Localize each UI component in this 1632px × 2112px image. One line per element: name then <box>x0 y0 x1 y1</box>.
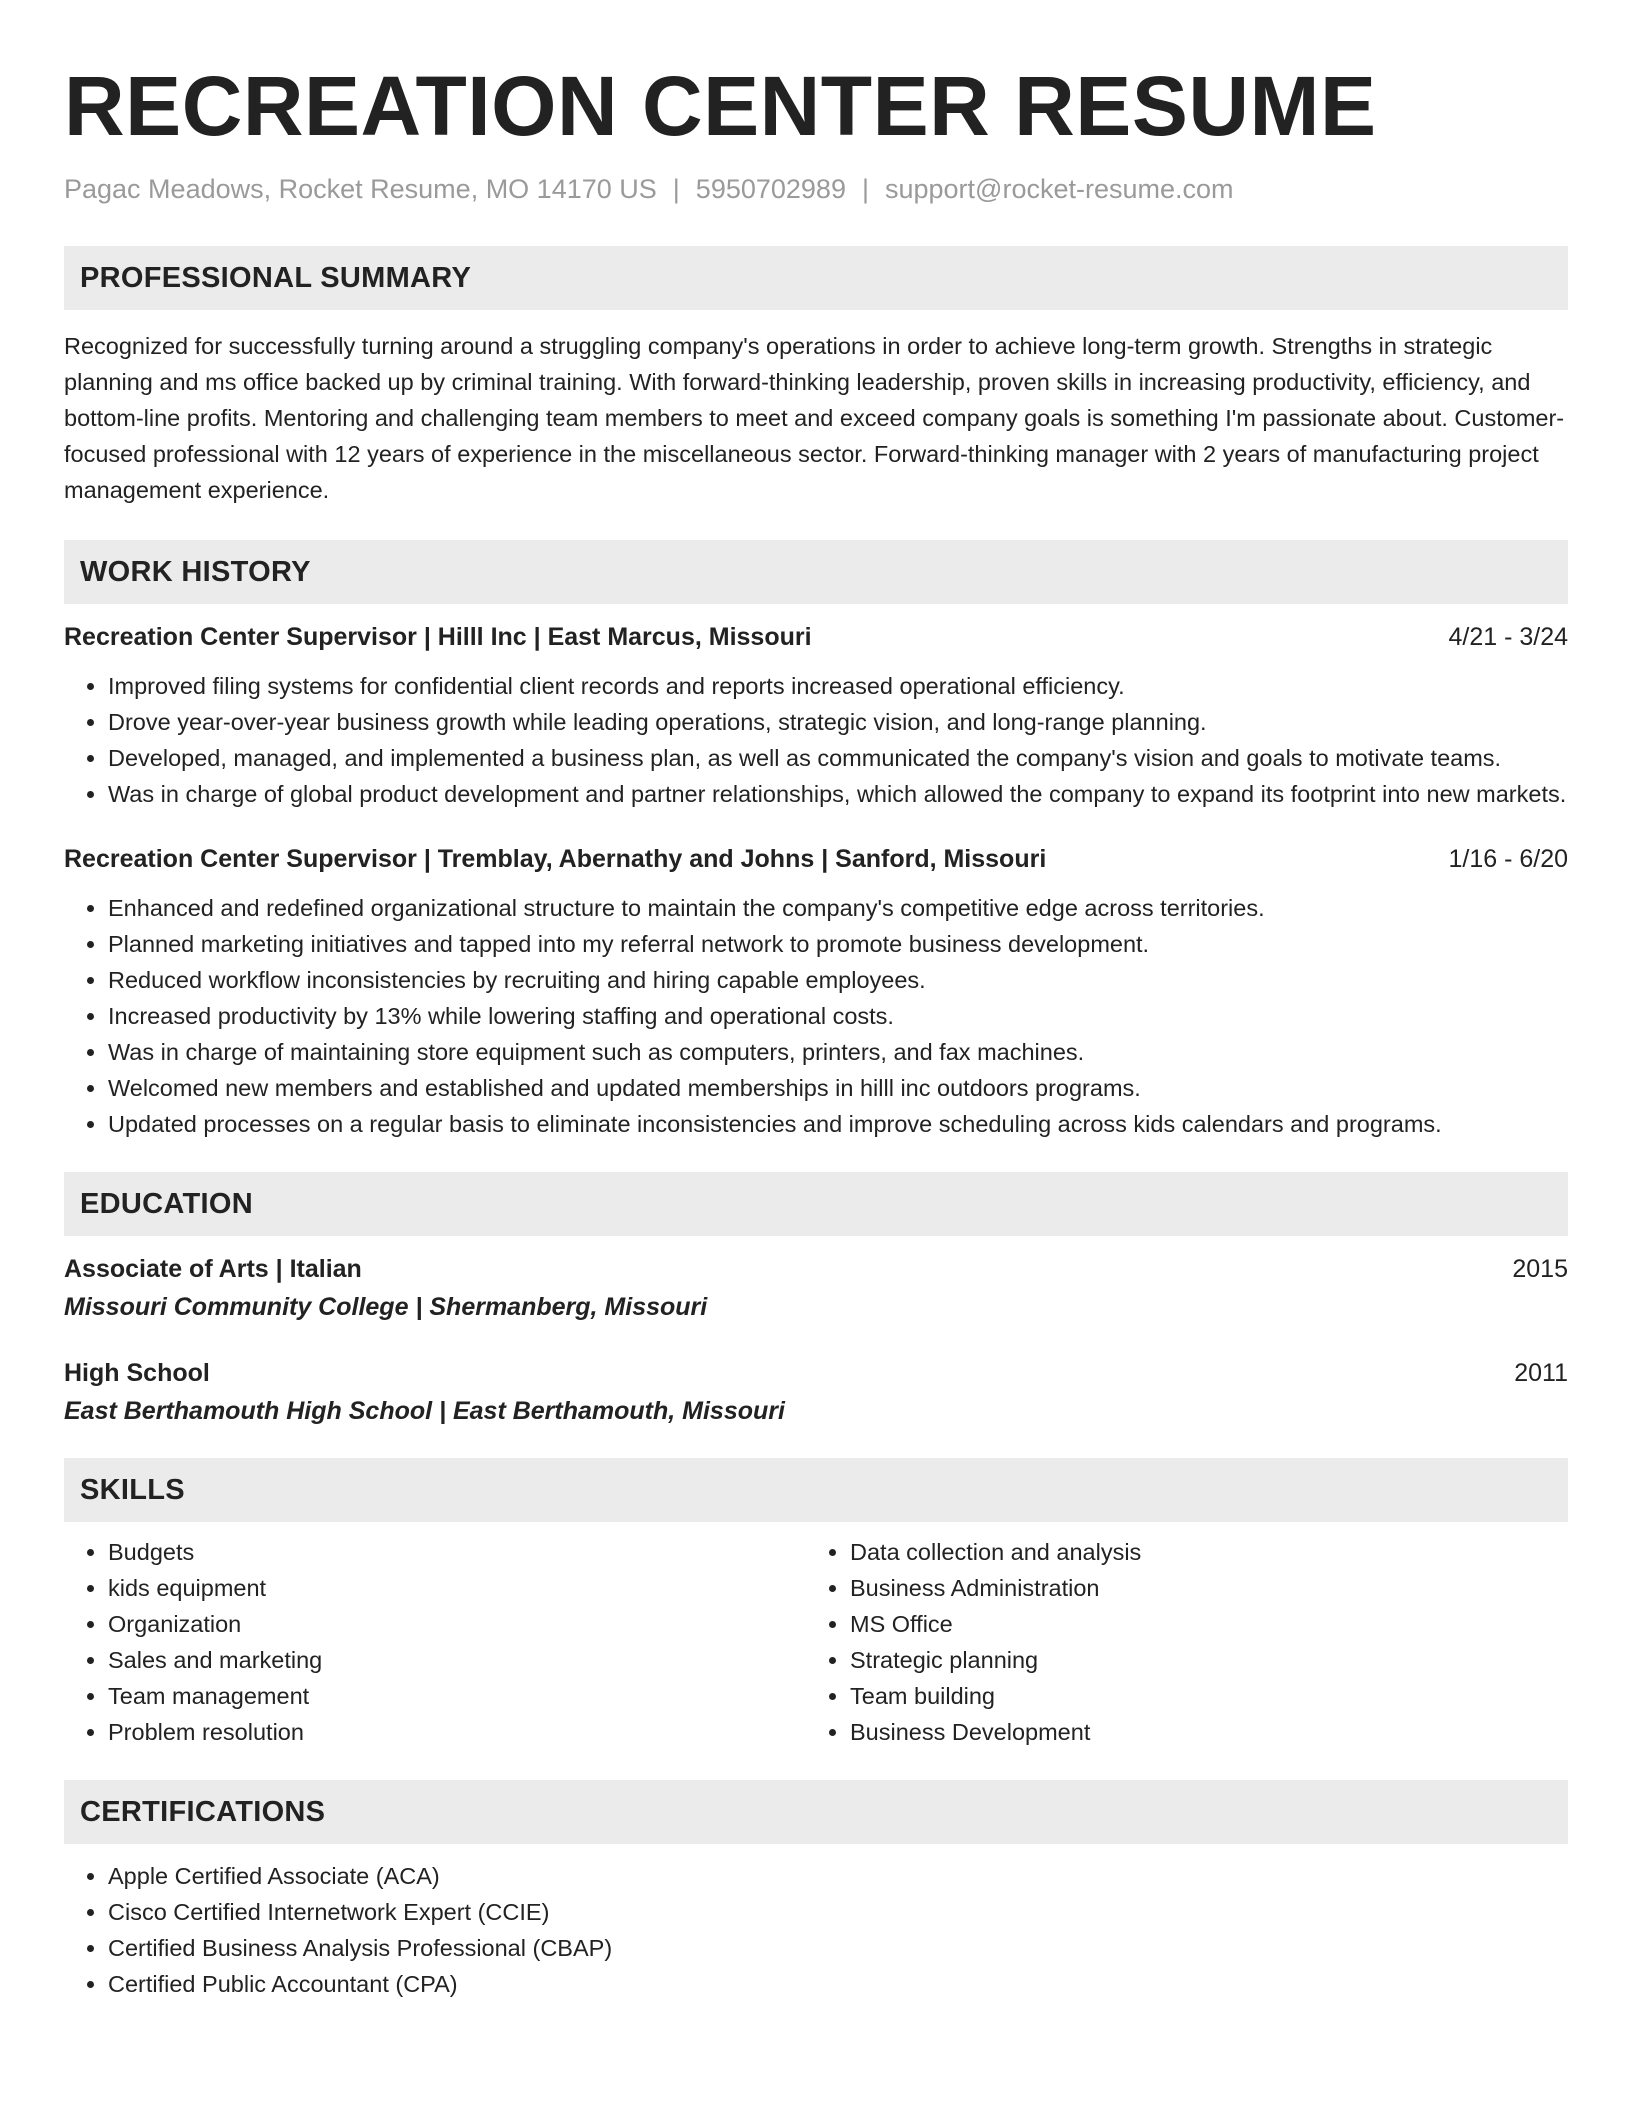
job-bullet: • Welcomed new members and established and updated memberships in hilll inc outdoors programs. <box>108 1070 1568 1106</box>
skill-item: • kids equipment <box>108 1570 806 1606</box>
job-bullet: • Developed, managed, and implemented a business plan, as well as communicated the company's vision and goals to motivate teams. <box>108 740 1568 776</box>
skill-item: • Team management <box>108 1678 806 1714</box>
job-bullet: • Planned marketing initiatives and tapped into my referral network to promote business development. <box>108 926 1568 962</box>
job-title: Recreation Center Supervisor | Hilll Inc | East Marcus, Missouri <box>64 623 812 651</box>
skills-section-header <box>64 1458 1568 1522</box>
skill-item: • Budgets <box>108 1534 806 1570</box>
contact-separator: | <box>672 174 680 204</box>
contact-phone: 5950702989 <box>695 174 846 204</box>
job-bullet: • Drove year-over-year business growth while leading operations, strategic vision, and long-range planning. <box>108 704 1568 740</box>
certification-item: • Certified Public Accountant (CPA) <box>108 1966 1568 2002</box>
skill-item: • Strategic planning <box>850 1642 1548 1678</box>
skill-item: • Data collection and analysis <box>850 1534 1548 1570</box>
skill-item: • Problem resolution <box>108 1714 806 1750</box>
education-header <box>64 1356 1568 1390</box>
contact-separator: | <box>861 174 869 204</box>
certifications-list <box>64 1858 1568 2002</box>
job-entry <box>64 842 1568 1142</box>
skills-heading: SKILLS <box>80 1473 185 1506</box>
job-bullet: • Updated processes on a regular basis to eliminate inconsistencies and improve scheduling across kids calendars and programs. <box>108 1106 1568 1142</box>
education-school: East Berthamouth High School | East Berthamouth, Missouri <box>64 1397 785 1425</box>
education-entry <box>64 1356 1568 1428</box>
job-bullet: • Was in charge of maintaining store equipment such as computers, printers, and fax machines. <box>108 1034 1568 1070</box>
summary-section-header <box>64 246 1568 310</box>
job-bullet: • Was in charge of global product development and partner relationships, which allowed the company to expand its footprint into new markets. <box>108 776 1568 812</box>
education-header <box>64 1252 1568 1286</box>
skill-item: • Sales and marketing <box>108 1642 806 1678</box>
education-year: 2011 <box>1514 1359 1568 1387</box>
skills-list <box>64 1534 806 1750</box>
contact-address: Pagac Meadows, Rocket Resume, MO 14170 US <box>64 174 657 204</box>
skills-grid <box>64 1522 1568 1750</box>
summary-heading: PROFESSIONAL SUMMARY <box>80 261 472 294</box>
skills-column-right <box>806 1522 1548 1750</box>
certification-item: • Apple Certified Associate (ACA) <box>108 1858 1568 1894</box>
job-bullet: • Reduced workflow inconsistencies by recruiting and hiring capable employees. <box>108 962 1568 998</box>
certifications-heading: CERTIFICATIONS <box>80 1795 326 1828</box>
contact-line <box>64 172 1568 206</box>
job-dates: 4/21 - 3/24 <box>1448 623 1568 651</box>
job-title: Recreation Center Supervisor | Tremblay, Abernathy and Johns | Sanford, Missouri <box>64 845 1047 873</box>
job-header <box>64 620 1568 654</box>
certification-item: • Cisco Certified Internetwork Expert (CCIE) <box>108 1894 1568 1930</box>
job-bullet: • Improved filing systems for confidential client records and reports increased operational efficiency. <box>108 668 1568 704</box>
education-heading: EDUCATION <box>80 1187 253 1220</box>
education-degree: Associate of Arts | Italian <box>64 1255 362 1283</box>
education-entry <box>64 1252 1568 1324</box>
education-section-header <box>64 1172 1568 1236</box>
job-bullet: • Increased productivity by 13% while lowering staffing and operational costs. <box>108 998 1568 1034</box>
skills-column-left <box>64 1522 806 1750</box>
skills-list <box>806 1534 1548 1750</box>
certification-item: • Certified Business Analysis Professional (CBAP) <box>108 1930 1568 1966</box>
work-section-header <box>64 540 1568 604</box>
summary-text: Recognized for successfully turning around a struggling company's operations in order to achieve long-term growth. Strengths in strategic planning and ms office backed up by criminal training. With forward-thinking leadership, proven skills in increasing productivity, efficiency, and bottom-line profits. Mentoring and challenging team members to meet and exceed company goals is something I'm passionate about. Customer-focused professional with 12 years of experience in the miscellaneous sector. Forward-thinking manager with 2 years of manufacturing project management experience. <box>64 333 1565 503</box>
skill-item: • MS Office <box>850 1606 1548 1642</box>
resume-title: RECREATION CENTER RESUME <box>64 59 1377 153</box>
job-bullets <box>64 668 1568 812</box>
job-dates: 1/16 - 6/20 <box>1448 845 1568 873</box>
work-heading: WORK HISTORY <box>80 555 311 588</box>
job-bullet: • Enhanced and redefined organizational structure to maintain the company's competitive edge across territories. <box>108 890 1568 926</box>
skill-item: • Organization <box>108 1606 806 1642</box>
contact-email: support@rocket-resume.com <box>884 174 1234 204</box>
resume-page <box>64 0 1568 2002</box>
certifications-section-header <box>64 1780 1568 1844</box>
job-header <box>64 842 1568 876</box>
job-entry <box>64 620 1568 812</box>
skill-item: • Business Administration <box>850 1570 1548 1606</box>
education-year: 2015 <box>1512 1255 1568 1283</box>
skill-item: • Team building <box>850 1678 1548 1714</box>
education-degree: High School <box>64 1359 210 1387</box>
education-school: Missouri Community College | Shermanberg, Missouri <box>64 1293 708 1321</box>
skill-item: • Business Development <box>850 1714 1548 1750</box>
job-bullets <box>64 890 1568 1142</box>
